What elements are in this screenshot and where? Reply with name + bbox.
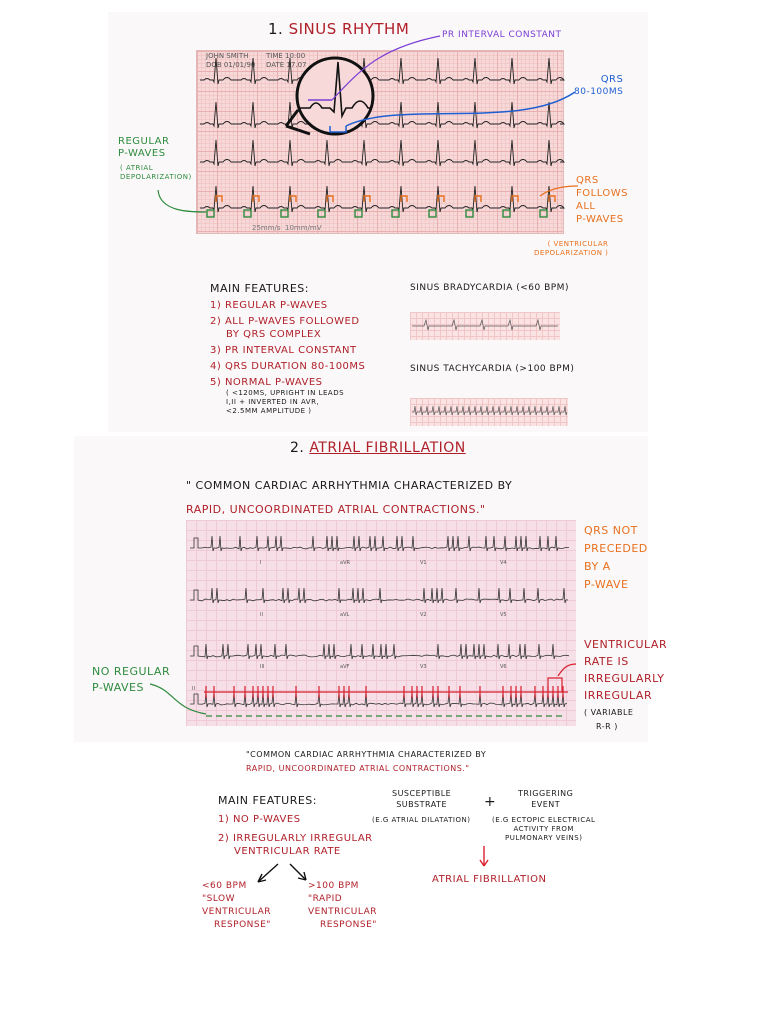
section2-number: 2. [290,440,305,456]
slow-desc-1: "SLOW [202,894,236,904]
tachycardia-label: SINUS TACHYCARDIA (>100 BPM) [410,364,575,374]
feature-regular-p: 1) REGULAR P-WAVES [210,300,328,311]
feature-no-p: 1) NO P-WAVES [218,814,301,825]
atrial-label: ( ATRIAL [120,164,154,172]
lead-label: aVR [340,560,350,566]
slow-desc-3: RESPONSE" [214,920,271,930]
feature-qrs-duration: 4) QRS DURATION 80-100MS [210,361,366,372]
trigger-eg-1: (E.G ECTOPIC ELECTRICAL [492,816,596,824]
ecg-footer-gain: 10mm/mV [285,224,322,232]
section2-features-title: MAIN FEATURES: [218,794,317,807]
trigger-example [492,816,595,843]
feature-all-p-followed: 2) ALL P-WAVES FOLLOWED [210,316,360,327]
qrs-ms-label: 80-100MS [574,87,624,97]
lead-label: aVF [340,664,350,670]
qrs-not-line4: P-WAVE [584,578,629,591]
feature-irregular: 2) IRREGULARLY IRREGULAR [218,833,373,844]
section1-title-text: SINUS RHYTHM [288,20,410,38]
plus-sign: + [484,794,497,810]
af-quote-line1: " COMMON CARDIAC ARRHYTHMIA CHARACTERIZED BY [186,479,513,492]
ventricular-label: ( VENTRICULAR [547,240,609,248]
bradycardia-label: SINUS BRADYCARDIA (<60 BPM) [410,283,569,293]
normal-p-note-2: I,II + INVERTED IN AVR, [226,398,320,406]
rapid-rate: >100 BPM [308,881,359,891]
lead-label: III [260,664,265,670]
vr-line2: RATE IS [584,655,629,668]
section1-number: 1. [268,20,284,38]
feature-ventricular-rate: VENTRICULAR RATE [234,846,341,857]
section1-features-title: MAIN FEATURES: [210,282,309,295]
regular-label: REGULAR [118,136,170,147]
trigger-line1: TRIGGERING [518,789,574,798]
substrate-example: (E.G ATRIAL DILATATION) [372,816,471,824]
substrate-line1: SUSCEPTIBLE [392,789,452,798]
trigger-eg-3: PULMONARY VEINS) [505,834,583,842]
af-quote-line2: RAPID, UNCOORDINATED ATRIAL CONTRACTIONS." [186,503,486,516]
lead-label: V1 [420,560,427,566]
ecg-header-name: JOHN SMITH [206,52,249,60]
pr-interval-label: PR INTERVAL CONSTANT [442,30,562,40]
qrs-not-line1: QRS NOT [584,524,638,537]
qrs-not-line3: BY A [584,560,611,573]
lead-label: V4 [500,560,507,566]
feature-normal-p: 5) NORMAL P-WAVES [210,377,323,388]
vr-line3: IRREGULARLY [584,672,665,685]
rapid-response [308,880,377,932]
substrate-label [392,788,451,810]
substrate-line2: SUBSTRATE [396,800,447,809]
qrs-not-line2: PRECEDED [584,542,648,555]
qrs-follows-line1: QRS [576,175,599,186]
ecg-header-date: DATE 17.07 [266,61,307,69]
ecg-header-dob: DOB 01/01/90 [206,61,256,69]
no-regular-line1: NO REGULAR [92,665,171,678]
qrs-label: QRS [600,74,624,85]
ecg-header-time: TIME 10:00 [266,52,306,60]
af-quote2-line2: RAPID, UNCOORDINATED ATRIAL CONTRACTIONS." [246,764,470,773]
section2-title-text: ATRIAL FIBRILLATION [309,440,466,456]
lead-label: II [192,686,195,692]
trigger-label [518,788,573,810]
rapid-desc-3: RESPONSE" [320,920,377,930]
af-result: ATRIAL FIBRILLATION [432,874,547,885]
rapid-desc-1: "RAPID [308,894,343,904]
vr-line1: VENTRICULAR [584,638,668,651]
slow-response [202,880,271,932]
qrs-follows-line2: FOLLOWS [576,188,629,199]
feature-by-qrs: BY QRS COMPLEX [226,329,322,340]
lead-label: V5 [500,612,507,618]
lead-label: V2 [420,612,427,618]
trigger-line2: EVENT [531,800,561,809]
slow-desc-2: VENTRICULAR [202,907,271,917]
lead-label: II [260,612,263,618]
normal-p-note-1: ( <120MS, UPRIGHT IN LEADS [226,389,345,397]
qrs-follows-line3: ALL [576,201,596,212]
rapid-desc-2: VENTRICULAR [308,907,377,917]
depolarization-label: DEPOLARIZATION) [120,173,192,181]
lead-label: V3 [420,664,427,670]
ecg-footer-speed: 25mm/s [252,224,281,232]
rapid-arrow [290,864,306,880]
variable-line1: ( VARIABLE [584,708,634,717]
lead-label: I [260,560,262,566]
normal-p-note-3: <2.5MM AMPLITUDE ) [226,407,312,415]
qrs-follows-line4: P-WAVES [576,214,624,225]
vr-line4: IRREGULAR [584,689,653,702]
no-regular-line2: P-WAVES [92,681,144,694]
trigger-eg-2: ACTIVITY FROM [513,825,574,833]
af-quote2-line1: "COMMON CARDIAC ARRHYTHMIA CHARACTERIZED BY [246,750,487,759]
p-waves-label: P-WAVES [118,148,166,159]
lead-label: V6 [500,664,507,670]
ventricular-dep-label: DEPOLARIZATION ) [534,249,609,257]
lead-label: aVL [340,612,350,618]
slow-rate: <60 BPM [202,881,247,891]
feature-pr-constant: 3) PR INTERVAL CONSTANT [210,345,357,356]
variable-line2: R-R ) [596,722,618,731]
